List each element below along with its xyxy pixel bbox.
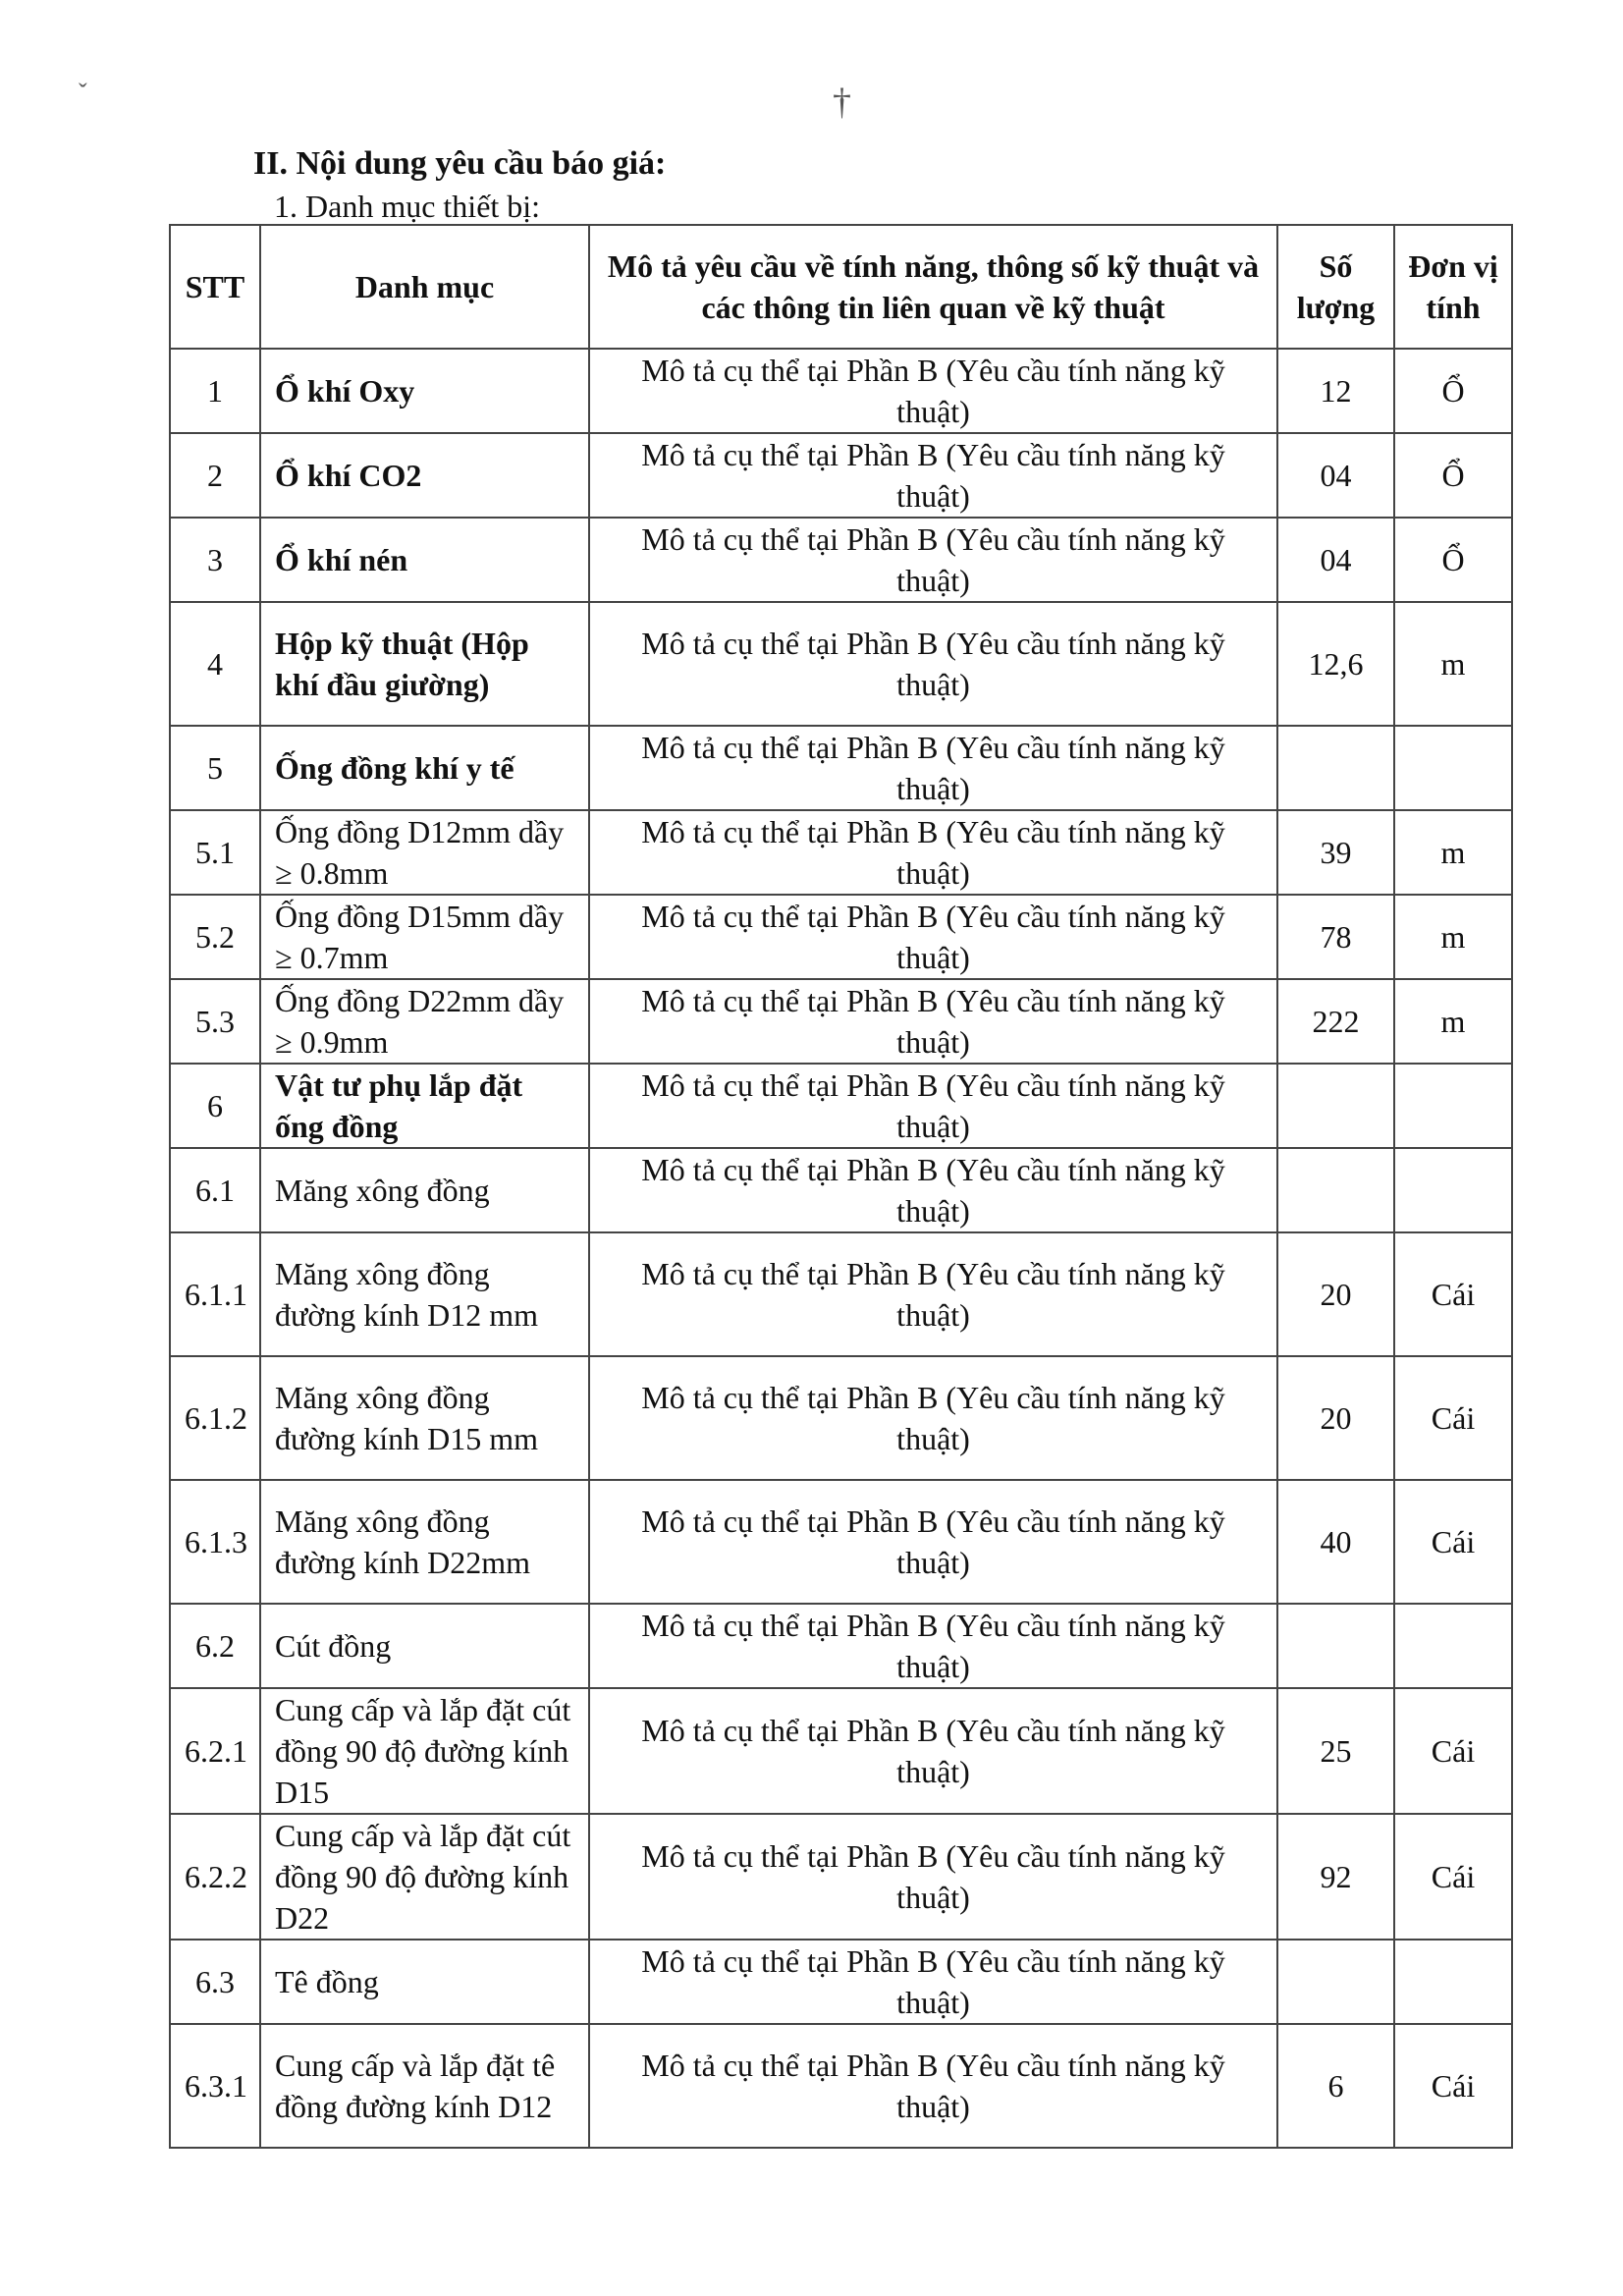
- cell-unit: Cái: [1394, 1688, 1512, 1814]
- cell-stt: 3: [170, 518, 260, 602]
- header-name: Danh mục: [260, 225, 589, 349]
- cell-unit: Cái: [1394, 1356, 1512, 1480]
- cell-name: Ống đồng D15mm dầy ≥ 0.7mm: [260, 895, 589, 979]
- cell-stt: 6.1.2: [170, 1356, 260, 1480]
- cell-qty: [1277, 1604, 1394, 1688]
- cell-qty: [1277, 1064, 1394, 1148]
- cell-unit: [1394, 1604, 1512, 1688]
- cell-desc: Mô tả cụ thể tại Phần B (Yêu cầu tính năng kỹ thuật): [589, 1688, 1277, 1814]
- cell-name: Ống đồng D22mm dầy ≥ 0.9mm: [260, 979, 589, 1064]
- cell-unit: m: [1394, 602, 1512, 726]
- cell-unit: [1394, 726, 1512, 810]
- cell-name: Hộp kỹ thuật (Hộp khí đầu giường): [260, 602, 589, 726]
- cell-name: Măng xông đồng đường kính D22mm: [260, 1480, 589, 1604]
- table-row: [170, 1940, 1512, 2024]
- cell-desc: Mô tả cụ thể tại Phần B (Yêu cầu tính năng kỹ thuật): [589, 2024, 1277, 2148]
- cell-desc: Mô tả cụ thể tại Phần B (Yêu cầu tính năng kỹ thuật): [589, 1940, 1277, 2024]
- cell-desc: Mô tả cụ thể tại Phần B (Yêu cầu tính năng kỹ thuật): [589, 1480, 1277, 1604]
- table-row: [170, 1480, 1512, 1604]
- cell-stt: 6.1: [170, 1148, 260, 1232]
- cell-qty: 25: [1277, 1688, 1394, 1814]
- cell-stt: 5: [170, 726, 260, 810]
- cell-name: Ống đồng D12mm dầy ≥ 0.8mm: [260, 810, 589, 895]
- cell-name: Tê đồng: [260, 1940, 589, 2024]
- cell-qty: [1277, 1940, 1394, 2024]
- cell-desc: Mô tả cụ thể tại Phần B (Yêu cầu tính năng kỹ thuật): [589, 349, 1277, 433]
- cell-unit: Cái: [1394, 1480, 1512, 1604]
- header-desc: Mô tả yêu cầu về tính năng, thông số kỹ thuật và các thông tin liên quan về kỹ thuật: [589, 225, 1277, 349]
- cell-unit: Cái: [1394, 1232, 1512, 1356]
- cell-desc: Mô tả cụ thể tại Phần B (Yêu cầu tính năng kỹ thuật): [589, 1232, 1277, 1356]
- cell-unit: m: [1394, 810, 1512, 895]
- cell-qty: 20: [1277, 1356, 1394, 1480]
- cell-name: Ổ khí CO2: [260, 433, 589, 518]
- cell-desc: Mô tả cụ thể tại Phần B (Yêu cầu tính năng kỹ thuật): [589, 810, 1277, 895]
- table-row: [170, 1604, 1512, 1688]
- cell-qty: 92: [1277, 1814, 1394, 1940]
- cell-desc: Mô tả cụ thể tại Phần B (Yêu cầu tính năng kỹ thuật): [589, 602, 1277, 726]
- cell-name: Măng xông đồng đường kính D15 mm: [260, 1356, 589, 1480]
- cell-qty: 222: [1277, 979, 1394, 1064]
- cell-name: Cung cấp và lắp đặt cút đồng 90 độ đường kính D15: [260, 1688, 589, 1814]
- cell-qty: 39: [1277, 810, 1394, 895]
- table-row: [170, 1064, 1512, 1148]
- cell-desc: Mô tả cụ thể tại Phần B (Yêu cầu tính năng kỹ thuật): [589, 895, 1277, 979]
- table-row: [170, 1814, 1512, 1940]
- cell-name: Ống đồng khí y tế: [260, 726, 589, 810]
- table-row: [170, 979, 1512, 1064]
- cell-stt: 6.3.1: [170, 2024, 260, 2148]
- cell-name: Cung cấp và lắp đặt cút đồng 90 độ đường kính D22: [260, 1814, 589, 1940]
- cell-desc: Mô tả cụ thể tại Phần B (Yêu cầu tính năng kỹ thuật): [589, 1356, 1277, 1480]
- cell-desc: Mô tả cụ thể tại Phần B (Yêu cầu tính năng kỹ thuật): [589, 726, 1277, 810]
- cell-qty: [1277, 1148, 1394, 1232]
- table-row: [170, 1148, 1512, 1232]
- cell-name: Cút đồng: [260, 1604, 589, 1688]
- table-row: [170, 349, 1512, 433]
- cell-unit: Ổ: [1394, 433, 1512, 518]
- cell-name: Cung cấp và lắp đặt tê đồng đường kính D12: [260, 2024, 589, 2148]
- cell-unit: [1394, 1064, 1512, 1148]
- cell-unit: m: [1394, 979, 1512, 1064]
- header-stt: STT: [170, 225, 260, 349]
- cell-name: Ổ khí nén: [260, 518, 589, 602]
- table-row: [170, 895, 1512, 979]
- scan-mark: †: [833, 82, 851, 123]
- cell-desc: Mô tả cụ thể tại Phần B (Yêu cầu tính năng kỹ thuật): [589, 1064, 1277, 1148]
- cell-name: Ổ khí Oxy: [260, 349, 589, 433]
- cell-desc: Mô tả cụ thể tại Phần B (Yêu cầu tính năng kỹ thuật): [589, 1814, 1277, 1940]
- table-header-row: [170, 225, 1512, 349]
- cell-stt: 6.1.3: [170, 1480, 260, 1604]
- cell-name: Măng xông đồng: [260, 1148, 589, 1232]
- cell-unit: Cái: [1394, 2024, 1512, 2148]
- table-row: [170, 518, 1512, 602]
- table-row: [170, 2024, 1512, 2148]
- cell-unit: Ổ: [1394, 349, 1512, 433]
- table-row: [170, 810, 1512, 895]
- cell-stt: 6.2.1: [170, 1688, 260, 1814]
- cell-stt: 6.1.1: [170, 1232, 260, 1356]
- cell-desc: Mô tả cụ thể tại Phần B (Yêu cầu tính năng kỹ thuật): [589, 1148, 1277, 1232]
- table-body: [170, 349, 1512, 2148]
- cell-stt: 4: [170, 602, 260, 726]
- cell-unit: Ổ: [1394, 518, 1512, 602]
- cell-desc: Mô tả cụ thể tại Phần B (Yêu cầu tính năng kỹ thuật): [589, 1604, 1277, 1688]
- scan-mark: ˇ: [79, 79, 87, 107]
- table-row: [170, 1356, 1512, 1480]
- cell-qty: [1277, 726, 1394, 810]
- equipment-table: [169, 224, 1513, 2149]
- cell-name: Vật tư phụ lắp đặt ống đồng: [260, 1064, 589, 1148]
- cell-desc: Mô tả cụ thể tại Phần B (Yêu cầu tính năng kỹ thuật): [589, 979, 1277, 1064]
- table-row: [170, 433, 1512, 518]
- cell-stt: 5.3: [170, 979, 260, 1064]
- cell-unit: [1394, 1148, 1512, 1232]
- table-row: [170, 1688, 1512, 1814]
- table-row: [170, 1232, 1512, 1356]
- cell-stt: 2: [170, 433, 260, 518]
- cell-stt: 6.2.2: [170, 1814, 260, 1940]
- cell-qty: 6: [1277, 2024, 1394, 2148]
- cell-desc: Mô tả cụ thể tại Phần B (Yêu cầu tính năng kỹ thuật): [589, 433, 1277, 518]
- cell-stt: 6.2: [170, 1604, 260, 1688]
- cell-desc: Mô tả cụ thể tại Phần B (Yêu cầu tính năng kỹ thuật): [589, 518, 1277, 602]
- section-heading: II. Nội dung yêu cầu báo giá:: [253, 145, 667, 182]
- cell-qty: 40: [1277, 1480, 1394, 1604]
- cell-stt: 6.3: [170, 1940, 260, 2024]
- cell-stt: 5.2: [170, 895, 260, 979]
- cell-stt: 5.1: [170, 810, 260, 895]
- cell-name: Măng xông đồng đường kính D12 mm: [260, 1232, 589, 1356]
- cell-qty: 78: [1277, 895, 1394, 979]
- header-unit: Đơn vị tính: [1394, 225, 1512, 349]
- cell-qty: 12: [1277, 349, 1394, 433]
- cell-unit: m: [1394, 895, 1512, 979]
- cell-unit: [1394, 1940, 1512, 2024]
- cell-stt: 6: [170, 1064, 260, 1148]
- cell-qty: 12,6: [1277, 602, 1394, 726]
- subsection-heading: 1. Danh mục thiết bị:: [274, 189, 541, 224]
- table-row: [170, 726, 1512, 810]
- cell-qty: 04: [1277, 433, 1394, 518]
- cell-unit: Cái: [1394, 1814, 1512, 1940]
- header-qty: Số lượng: [1277, 225, 1394, 349]
- cell-stt: 1: [170, 349, 260, 433]
- cell-qty: 04: [1277, 518, 1394, 602]
- table-row: [170, 602, 1512, 726]
- cell-qty: 20: [1277, 1232, 1394, 1356]
